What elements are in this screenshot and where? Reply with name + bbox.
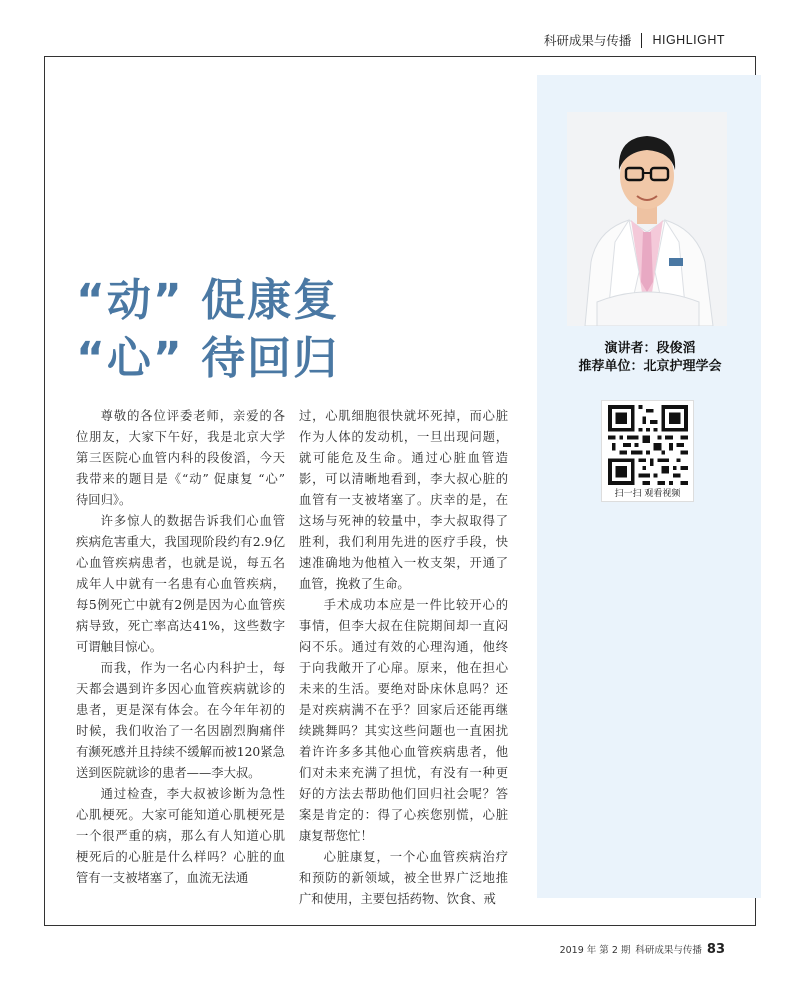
section-name: 科研成果与传播 — [543, 33, 632, 48]
article-title — [76, 272, 339, 388]
page-footer — [560, 942, 725, 957]
qr-code-icon — [608, 405, 688, 485]
publication-name: 科研成果与传播 — [635, 945, 702, 956]
paragraph: 尊敬的各位评委老师，亲爱的各位朋友，大家下午好，我是北京大学第三医院心血管内科的段俊滔，今天我带来的题目是《“动” 促康复 “心” 待回归》。 — [76, 409, 285, 507]
body-column-2 — [299, 406, 508, 910]
header-divider — [641, 33, 642, 48]
paragraph: 心脏康复，一个心血管疾病治疗和预防的新领域，被全世界广泛地推广和使用，主要包括药物、饮食、戒 — [299, 850, 508, 906]
paragraph: 通过检查，李大叔被诊断为急性心肌梗死。大家可能知道心肌梗死是一个很严重的病，那么有人知道心肌梗死后的心脏是什么样吗？心脏的血管有一支被堵塞了，血流无法通 — [76, 787, 285, 885]
title-line-2: “心” 待回归 — [76, 333, 340, 384]
paragraph-continued: 过，心肌细胞很快就坏死掉，而心脏作为人体的发动机，一旦出现问题，就可能危及生命。通过心脏血管造影，可以清晰地看到，李大叔心脏的血管有一支被堵塞了。庆幸的是，在这场与死神的较量中，李大叔取得了胜利，我们利用先进的医疗手段，快速准确地为他植入一枚支架，开通了血管，挽救了生命。 — [299, 409, 508, 591]
qr-code[interactable] — [601, 400, 694, 502]
speaker-portrait-illustration — [567, 112, 727, 326]
page-number: 83 — [706, 942, 725, 957]
speaker-name: 演讲者：段俊滔 — [604, 341, 696, 356]
title-line-1: “动” 促康复 — [76, 275, 340, 326]
paragraph: 而我，作为一名心内科护士，每天都会遇到许多因心血管疾病就诊的患者，更是深有体会。在今年年初的时候，我们收治了一名因剧烈胸痛伴有濒死感并且持续不缓解而被120紧急送到医院就诊的患者——李大叔。 — [76, 661, 285, 780]
body-column-1 — [76, 406, 285, 889]
speaker-credit — [545, 340, 755, 376]
running-header — [544, 31, 725, 49]
recommending-unit: 推荐单位：北京护理学会 — [578, 359, 722, 374]
paragraph: 手术成功本应是一件比较开心的事情，但李大叔在住院期间却一直闷闷不乐。通过有效的心理沟通，他终于向我敞开了心扉。原来，他在担心未来的生活。要绝对卧床休息吗？还是对疾病满不在乎？回家后还能再继续跳舞吗？其实这些问题也一直困扰着许许多多其他心血管疾病患者，他们对未来充满了担忧，有没有一种更好的方法去帮助他们回归社会呢？答案是肯定的：得了心疾您别慌，心脏康复帮您忙！ — [299, 598, 508, 843]
section-tag: HIGHLIGHT — [652, 33, 725, 47]
speaker-photo — [567, 112, 727, 326]
issue-number: 2019 年 第 2 期 — [559, 945, 631, 956]
paragraph: 许多惊人的数据告诉我们心血管疾病危害重大，我国现阶段约有2.9亿心血管疾病患者，也就是说，每五名成年人中就有一名患有心血管疾病，每5例死亡中就有2例是因为心血管疾病导致，死亡率高达41%，这些数字可谓触目惊心。 — [76, 514, 285, 654]
qr-caption: 扫一扫 观看视频 — [614, 489, 681, 499]
